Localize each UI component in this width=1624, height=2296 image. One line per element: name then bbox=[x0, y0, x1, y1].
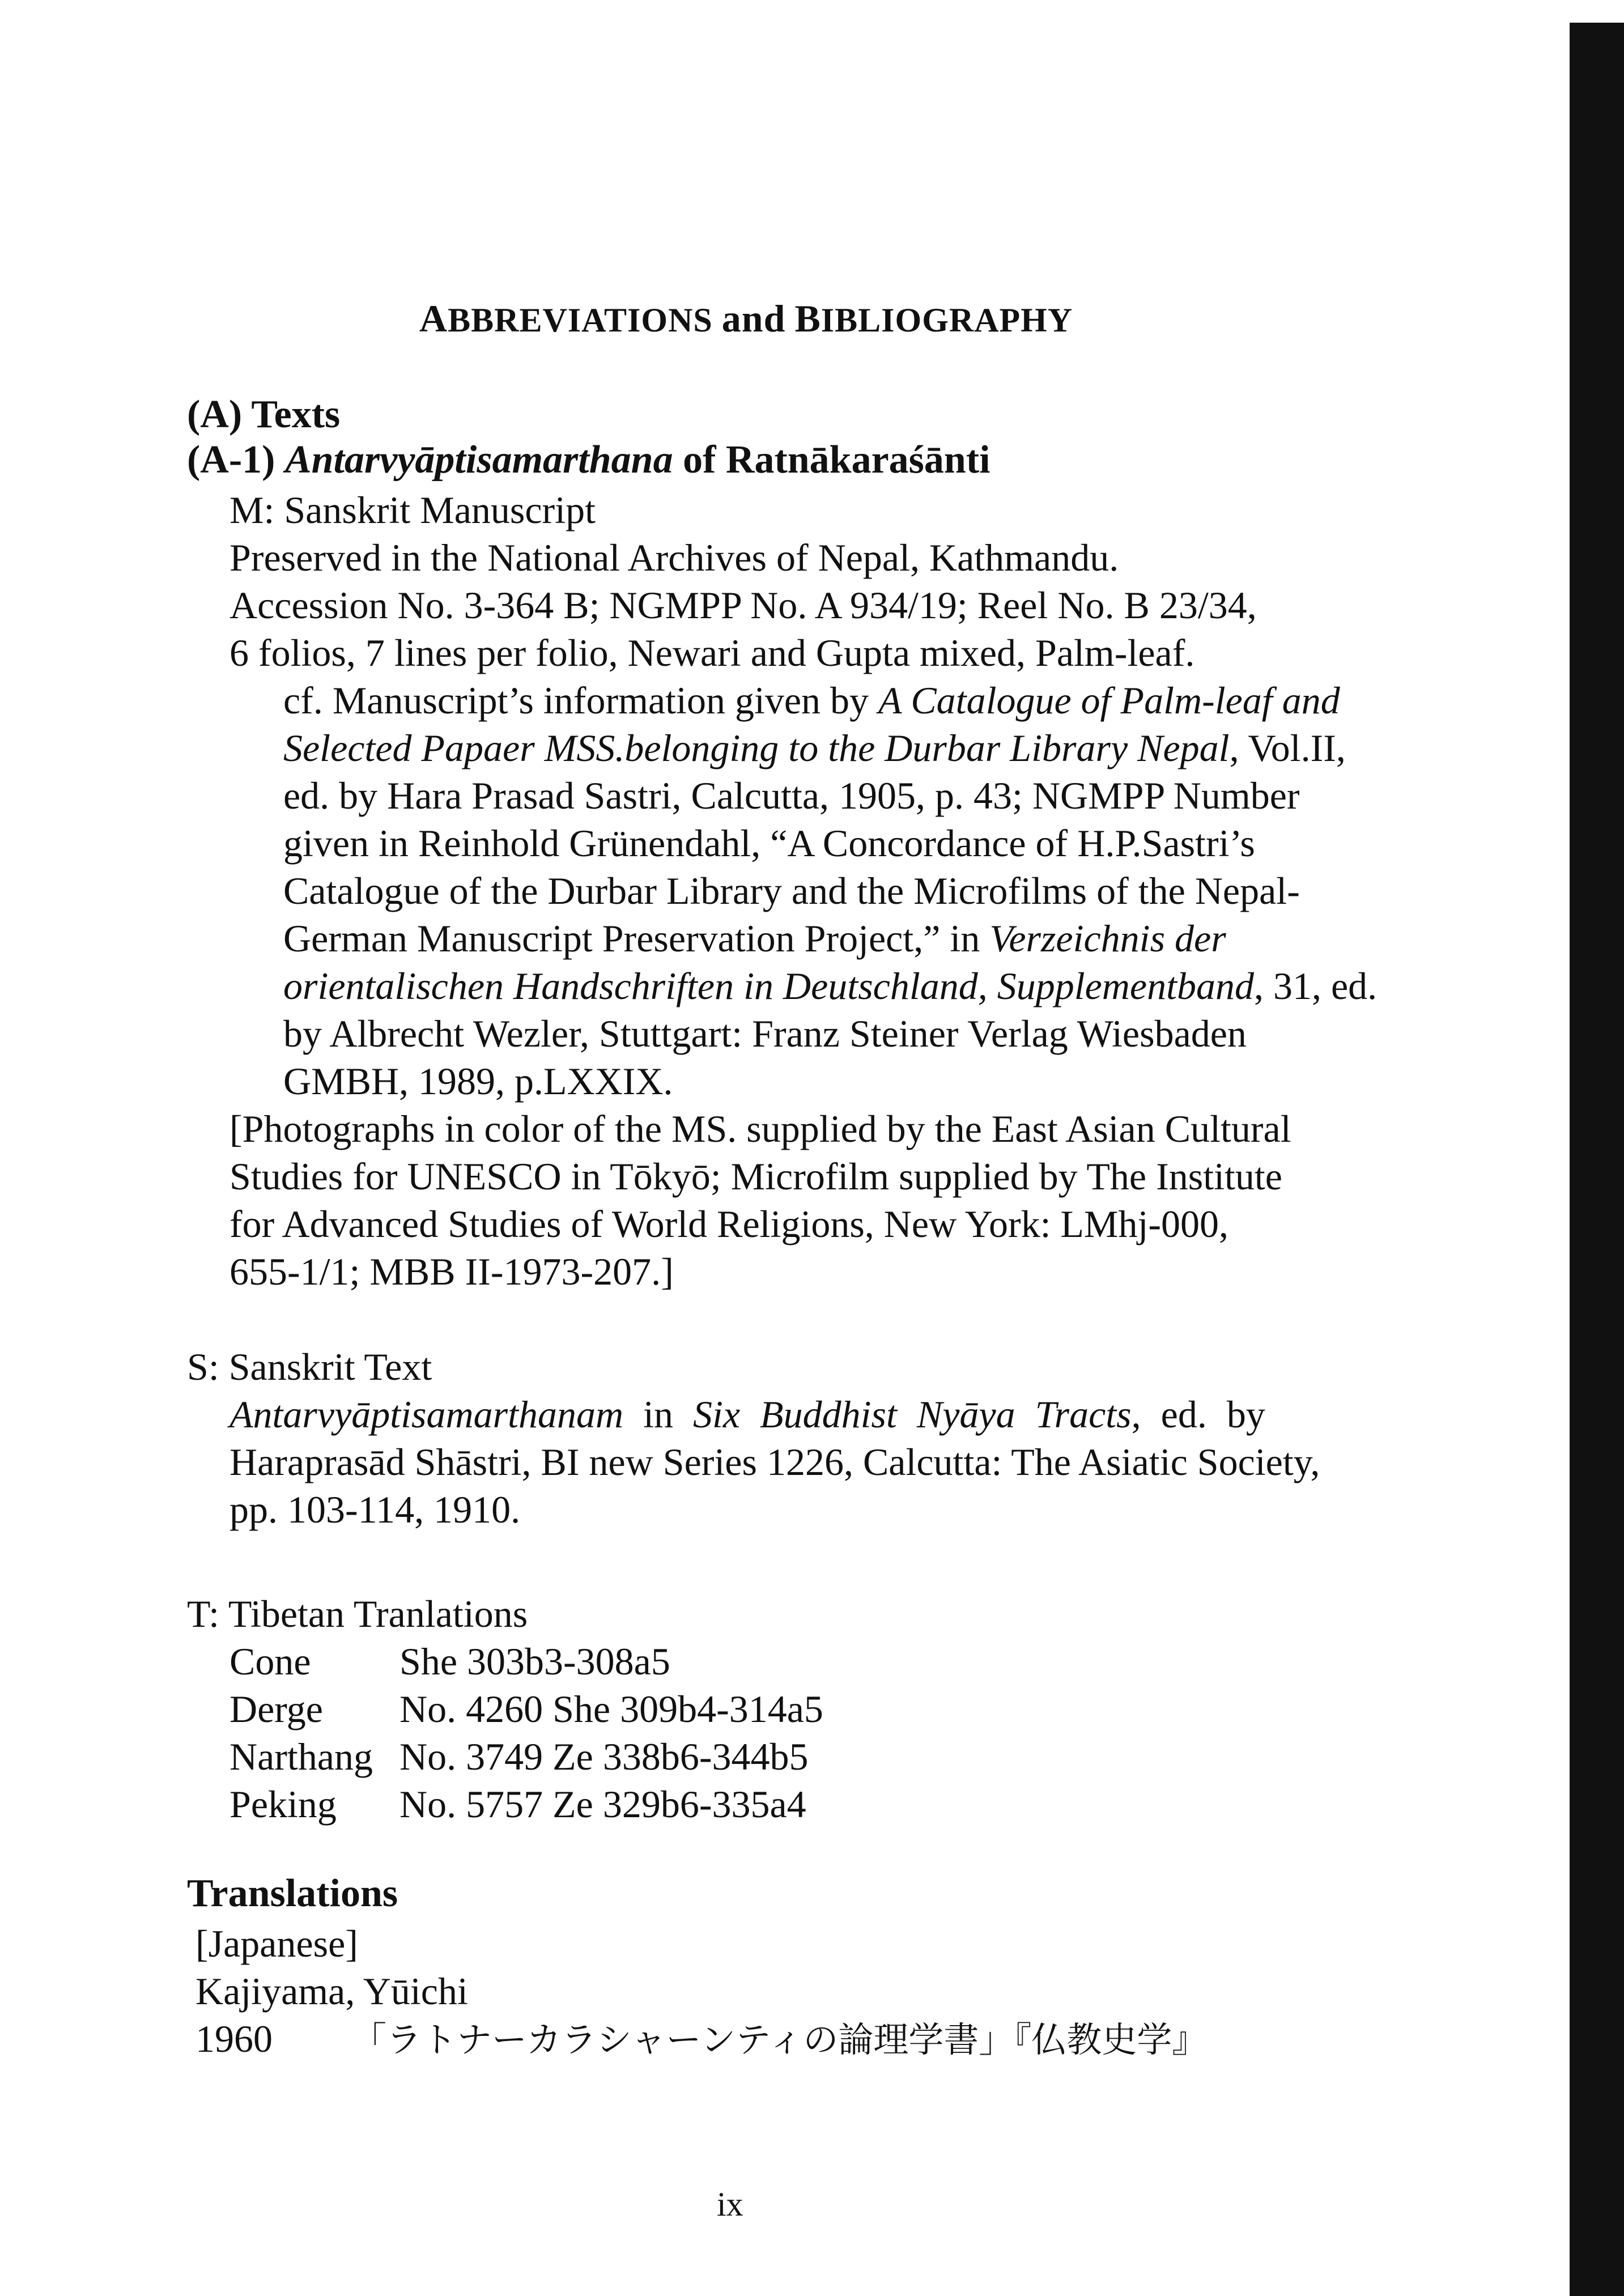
photo-note-line: [Photographs in color of the MS. supplied by the East Asian Cultural bbox=[229, 1107, 1291, 1150]
section-a-title: (A) Texts bbox=[187, 393, 341, 436]
translation-language: [Japanese] bbox=[195, 1922, 358, 1965]
sanskrit-text-label: S: Sanskrit Text bbox=[187, 1345, 432, 1388]
table-row: Narthang No. 3749 Ze 338b6-344b5 bbox=[229, 1735, 809, 1778]
cf-line: orientalischen Handschriften in Deutschland, Supplementband, 31, ed. bbox=[283, 964, 1378, 1007]
sanskrit-text-line: Antarvyāptisamarthanam in Six Buddhist Nyāya Tracts, ed. by bbox=[229, 1393, 1265, 1436]
page-number: ix bbox=[717, 2186, 743, 2223]
page-heading: ABBREVIATIONS and BIBLIOGRAPHY bbox=[419, 297, 1073, 340]
cf-line: by Albrecht Wezler, Stuttgart: Franz Steiner Verlag Wiesbaden bbox=[283, 1012, 1247, 1055]
photo-note-line: 655-1/1; MBB II-1973-207.] bbox=[229, 1250, 674, 1293]
table-row: Cone She 303b3-308a5 bbox=[229, 1640, 670, 1683]
cf-line: GMBH, 1989, p.LXXIX. bbox=[283, 1060, 673, 1103]
manuscript-label: M: Sanskrit Manuscript bbox=[229, 488, 596, 532]
sanskrit-text-line: Haraprasād Shāstri, BI new Series 1226, Calcutta: The Asiatic Society, bbox=[229, 1440, 1320, 1483]
cf-line: cf. Manuscript’s information given by A Catalogue of Palm-leaf and bbox=[283, 679, 1340, 722]
manuscript-line: 6 folios, 7 lines per folio, Newari and Gupta mixed, Palm-leaf. bbox=[229, 631, 1195, 674]
manuscript-line: Accession No. 3-364 B; NGMPP No. A 934/19; Reel No. B 23/34, bbox=[229, 584, 1257, 627]
translation-entry: 1960 「ラトナーカラシャーンティの論理学書」『仏教史学』 bbox=[195, 2017, 1208, 2060]
translations-heading: Translations bbox=[187, 1872, 398, 1915]
tibetan-label: T: Tibetan Tranlations bbox=[187, 1592, 528, 1635]
tibetan-table bbox=[229, 1638, 823, 1828]
photo-note-line: Studies for UNESCO in Tōkyō; Microfilm supplied by The Institute bbox=[229, 1155, 1282, 1198]
table-row: Peking No. 5757 Ze 329b6-335a4 bbox=[229, 1783, 806, 1826]
cf-line: given in Reinhold Grünendahl, “A Concordance of H.P.Sastri’s bbox=[283, 822, 1255, 865]
cf-line: ed. by Hara Prasad Sastri, Calcutta, 1905, p. 43; NGMPP Number bbox=[283, 774, 1300, 817]
translation-author: Kajiyama, Yūichi bbox=[195, 1970, 468, 2013]
cf-line: Catalogue of the Durbar Library and the Microfilms of the Nepal- bbox=[283, 869, 1300, 912]
sanskrit-text-line: pp. 103-114, 1910. bbox=[229, 1488, 521, 1531]
cf-line: German Manuscript Preservation Project,” in Verzeichnis der bbox=[283, 917, 1226, 960]
photo-note-line: for Advanced Studies of World Religions, New York: LMhj-000, bbox=[229, 1202, 1229, 1245]
cf-line: Selected Papaer MSS.belonging to the Durbar Library Nepal, Vol.II, bbox=[283, 726, 1346, 769]
section-a1-title: (A-1) Antarvyāptisamarthana of Ratnākaraśānti bbox=[187, 438, 990, 482]
table-row: Derge No. 4260 She 309b4-314a5 bbox=[229, 1687, 823, 1730]
manuscript-line: Preserved in the National Archives of Nepal, Kathmandu. bbox=[229, 536, 1119, 579]
scan-edge-bar bbox=[1570, 23, 1624, 2296]
